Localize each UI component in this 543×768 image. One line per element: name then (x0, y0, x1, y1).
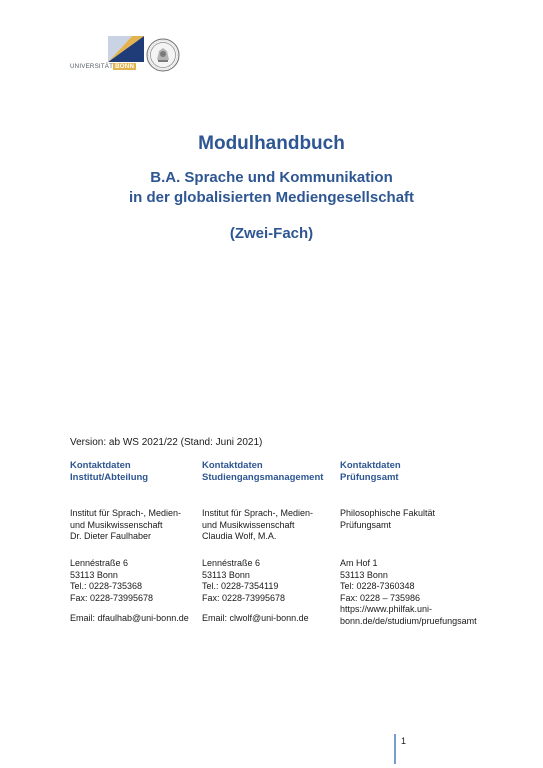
contact-email (202, 613, 338, 625)
contact-organization (340, 508, 500, 531)
contact-line: und Musikwissenschaft (70, 519, 163, 530)
contact-phone: Tel.: 0228-735368 (70, 581, 143, 591)
document-title: Modulhandbuch (198, 133, 345, 154)
contact-phone: Tel.: 0228-7354119 (202, 581, 279, 591)
contact-line: Institut für Sprach-, Medien- (70, 508, 182, 518)
contact-address (340, 558, 500, 627)
contact-fax: Fax: 0228-73995678 (202, 592, 286, 603)
contact-fax: Fax: 0228 – 735986 (340, 592, 421, 603)
contact-address (202, 558, 338, 604)
faculty-seal-icon (146, 38, 180, 72)
contact-phone: Tel: 0228-7360348 (340, 581, 415, 591)
university-logo-text (70, 63, 136, 70)
program-variant: (Zwei-Fach) (229, 225, 314, 242)
contact-line: 53113 Bonn (340, 569, 388, 580)
contact-website-link[interactable]: bonn.de/de/studium/pruefungsamt (340, 615, 477, 626)
logo-text-prefix: UNIVERSITÄT (70, 63, 114, 70)
contact-line: Claudia Wolf, M.A. (202, 531, 277, 541)
contact-subheading: Institut/Abteilung (70, 472, 149, 483)
program-title (0, 168, 543, 208)
page-number-divider (394, 734, 396, 764)
contact-line: 53113 Bonn (202, 569, 250, 580)
program-title-line-1: B.A. Sprache und Kommunikation (150, 169, 393, 186)
contact-line: Philosophische Fakultät (340, 508, 436, 518)
contact-heading: Kontaktdaten (340, 460, 401, 471)
university-logo-mark-icon (108, 36, 144, 62)
version-line: Version: ab WS 2021/22 (Stand: Juni 2021) (70, 437, 263, 448)
contact-heading: Kontaktdaten (202, 460, 263, 471)
contact-line: Lennéstraße 6 (70, 558, 129, 568)
contact-line: Am Hof 1 (340, 558, 378, 568)
contact-column-exam-office (340, 460, 500, 626)
contact-website-link[interactable]: https://www.philfak.uni- (340, 604, 433, 614)
contact-email-link[interactable]: Email: dfaulhab@uni-bonn.de (70, 613, 189, 623)
contact-email (70, 613, 198, 625)
page-number: 1 (401, 736, 407, 746)
contact-line: Dr. Dieter Faulhaber (70, 531, 152, 541)
contact-column-program-management (202, 460, 338, 623)
contact-organization (202, 508, 338, 543)
contact-heading: Kontaktdaten (70, 460, 131, 471)
contact-line: Lennéstraße 6 (202, 558, 261, 568)
contact-fax: Fax: 0228-73995678 (70, 592, 154, 603)
title-block (0, 132, 543, 244)
logo-text-bonn: BONN (115, 63, 135, 70)
contact-line: Prüfungsamt (340, 519, 392, 530)
contact-line: Institut für Sprach-, Medien- (202, 508, 314, 518)
contact-column-institute (70, 460, 198, 623)
contact-address (70, 558, 198, 604)
contact-subheading: Prüfungsamt (340, 472, 399, 483)
contact-line: und Musikwissenschaft (202, 519, 295, 530)
contact-line: 53113 Bonn (70, 569, 118, 580)
contact-email-link[interactable]: Email: clwolf@uni-bonn.de (202, 613, 309, 623)
program-title-line-2: in der globalisierten Mediengesellschaft (128, 189, 415, 206)
contact-organization (70, 508, 198, 543)
contact-subheading: Studiengangsmanagement (202, 472, 324, 483)
